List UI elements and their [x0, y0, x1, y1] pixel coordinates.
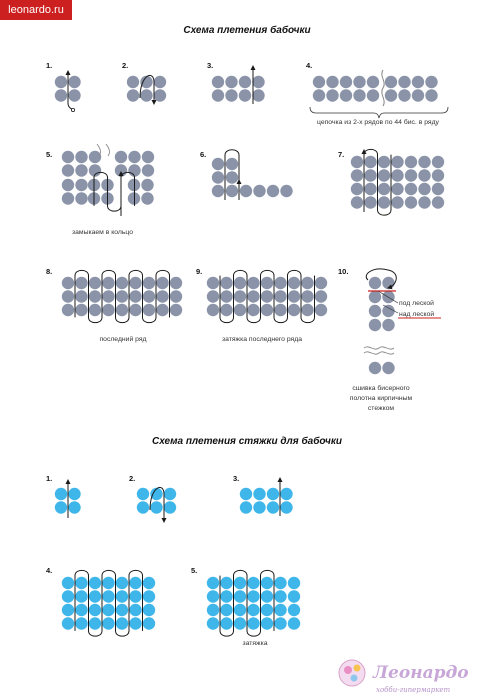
bead — [129, 617, 141, 629]
bead — [398, 89, 410, 101]
bead — [212, 171, 224, 183]
caption-tie-step5: затяжка — [242, 640, 268, 647]
bead — [115, 151, 127, 163]
bead — [301, 277, 313, 289]
caption-step4: цепочка из 2-х рядов по 44 бис. в ряду — [317, 119, 439, 126]
bead — [170, 304, 182, 316]
bead — [75, 164, 87, 176]
step-number-10: 10. — [338, 267, 349, 276]
bead — [102, 604, 114, 616]
bead — [382, 362, 394, 374]
step-number-9: 9. — [196, 267, 203, 276]
bead — [68, 501, 80, 513]
site-logo[interactable]: leonardo.ru — [0, 0, 72, 20]
bead — [102, 277, 114, 289]
bead — [274, 290, 286, 302]
bead — [369, 362, 381, 374]
bead — [391, 169, 403, 181]
bead — [102, 577, 114, 589]
bead — [116, 590, 128, 602]
bead — [369, 277, 381, 289]
step-number-8: 8. — [46, 267, 53, 276]
bead — [143, 277, 155, 289]
bead — [391, 183, 403, 195]
bead — [116, 604, 128, 616]
bead — [288, 304, 300, 316]
bead — [274, 590, 286, 602]
bead — [141, 192, 153, 204]
step-number-3: 3. — [207, 61, 214, 70]
bead — [353, 76, 365, 88]
thread-end-knot — [71, 108, 74, 111]
bead — [102, 590, 114, 602]
bead — [353, 89, 365, 101]
bead — [154, 76, 166, 88]
bead — [261, 590, 273, 602]
bead — [89, 290, 101, 302]
bead — [62, 590, 74, 602]
chain-brace — [310, 107, 448, 118]
step-number-2: 2. — [122, 61, 129, 70]
bead — [274, 304, 286, 316]
bead — [89, 590, 101, 602]
bead — [170, 277, 182, 289]
bead — [220, 577, 232, 589]
bead — [129, 290, 141, 302]
bead — [247, 304, 259, 316]
bead — [226, 171, 238, 183]
bead — [55, 488, 67, 500]
bead — [432, 169, 444, 181]
bead — [234, 604, 246, 616]
bead — [129, 277, 141, 289]
bead — [369, 319, 381, 331]
caption-step5: замыкаем в кольцо — [72, 229, 133, 236]
bead — [141, 179, 153, 191]
bead — [55, 76, 67, 88]
bead — [62, 192, 74, 204]
bead — [62, 151, 74, 163]
bead — [364, 183, 376, 195]
bead — [62, 164, 74, 176]
bead — [220, 617, 232, 629]
bead — [207, 590, 219, 602]
bead — [253, 185, 265, 197]
bead — [432, 156, 444, 168]
bead — [68, 89, 80, 101]
step-number-7: 7. — [338, 150, 345, 159]
bead — [252, 76, 264, 88]
bead — [75, 577, 87, 589]
caption-under-thread: под леской — [399, 300, 434, 307]
bead — [385, 76, 397, 88]
bead — [143, 577, 155, 589]
bead — [75, 151, 87, 163]
thread-serpentine — [94, 172, 135, 211]
thread-step1-tail — [68, 103, 72, 109]
bead — [220, 604, 232, 616]
tie-step-number-3: 3. — [233, 474, 240, 483]
bead — [55, 501, 67, 513]
bead — [89, 577, 101, 589]
bead — [89, 604, 101, 616]
bead — [68, 76, 80, 88]
bead — [418, 183, 430, 195]
bead — [89, 277, 101, 289]
bead — [212, 76, 224, 88]
bead — [137, 488, 149, 500]
bead — [207, 577, 219, 589]
bead — [280, 185, 292, 197]
bead — [432, 196, 444, 208]
bead — [351, 169, 363, 181]
bead — [369, 305, 381, 317]
bead — [127, 76, 139, 88]
caption-step10-line2: полотна кирпичным — [349, 395, 413, 402]
bead — [288, 590, 300, 602]
bead — [170, 290, 182, 302]
bead — [128, 164, 140, 176]
brand-name: Леонардо — [373, 663, 469, 683]
bead — [247, 277, 259, 289]
bead — [207, 304, 219, 316]
bead — [62, 577, 74, 589]
bead — [247, 290, 259, 302]
bead — [143, 590, 155, 602]
bead — [212, 89, 224, 101]
bead — [129, 304, 141, 316]
bead — [62, 179, 74, 191]
bead — [150, 501, 162, 513]
bead — [116, 290, 128, 302]
bead — [340, 76, 352, 88]
bead — [137, 501, 149, 513]
bead — [274, 577, 286, 589]
bead — [143, 604, 155, 616]
bead — [385, 89, 397, 101]
bead — [234, 277, 246, 289]
break-mark — [106, 144, 109, 156]
bead — [156, 290, 168, 302]
bead — [75, 617, 87, 629]
bead — [288, 604, 300, 616]
bead — [280, 488, 292, 500]
bead — [142, 164, 154, 176]
bead — [247, 590, 259, 602]
bead — [240, 185, 252, 197]
brand-logo[interactable] — [339, 660, 469, 694]
bead — [143, 617, 155, 629]
bead — [240, 488, 252, 500]
step-number-4: 4. — [306, 61, 313, 70]
bead — [247, 617, 259, 629]
bead — [405, 183, 417, 195]
bead — [143, 304, 155, 316]
bead — [75, 290, 87, 302]
bead — [364, 169, 376, 181]
bead — [116, 277, 128, 289]
bead — [252, 89, 264, 101]
tie-step-number-4: 4. — [46, 566, 53, 575]
section1-title: Схема плетения бабочки — [183, 25, 311, 36]
bead — [288, 577, 300, 589]
bead — [62, 290, 74, 302]
step-number-6: 6. — [200, 150, 207, 159]
section2-title: Схема плетения стяжки для бабочки — [151, 436, 343, 447]
bead — [68, 488, 80, 500]
bead — [267, 185, 279, 197]
bead — [432, 183, 444, 195]
bead — [207, 277, 219, 289]
bead — [351, 196, 363, 208]
bead — [239, 89, 251, 101]
bead — [220, 277, 232, 289]
bead — [207, 290, 219, 302]
bead — [326, 76, 338, 88]
bead — [102, 304, 114, 316]
bead — [382, 305, 394, 317]
bead — [128, 151, 140, 163]
bead — [274, 617, 286, 629]
bead — [261, 577, 273, 589]
bead — [116, 577, 128, 589]
caption-step8: последний ряд — [99, 336, 147, 343]
bead — [412, 76, 424, 88]
bead — [239, 76, 251, 88]
bead — [75, 192, 87, 204]
bead — [226, 158, 238, 170]
bead — [247, 577, 259, 589]
bead — [220, 590, 232, 602]
bead — [156, 304, 168, 316]
caption-over-thread: над леской — [399, 311, 435, 318]
bead — [425, 89, 437, 101]
bead — [288, 277, 300, 289]
bead — [220, 304, 232, 316]
bead — [382, 319, 394, 331]
bead — [212, 185, 224, 197]
bead — [234, 617, 246, 629]
bead — [418, 169, 430, 181]
bead — [62, 617, 74, 629]
bead — [55, 89, 67, 101]
bead — [143, 290, 155, 302]
caption-step9: затяжка последнего ряда — [222, 336, 302, 343]
brand-emblem-icon — [339, 660, 365, 686]
bead — [261, 290, 273, 302]
bead — [89, 617, 101, 629]
step-number-1: 1. — [46, 61, 53, 70]
bead — [364, 156, 376, 168]
bead — [261, 304, 273, 316]
bead — [313, 89, 325, 101]
bead — [62, 304, 74, 316]
bead — [378, 156, 390, 168]
bead — [261, 617, 273, 629]
tie-step-number-2: 2. — [129, 474, 136, 483]
bead — [288, 617, 300, 629]
bead — [261, 277, 273, 289]
caption-step10-line3: стежком — [367, 405, 395, 412]
bead — [369, 291, 381, 303]
bead — [234, 577, 246, 589]
bead — [116, 304, 128, 316]
chain-break-mark — [382, 70, 384, 106]
step-number-5: 5. — [46, 150, 53, 159]
bead — [89, 151, 101, 163]
bead — [351, 156, 363, 168]
bead — [156, 277, 168, 289]
bead — [116, 617, 128, 629]
bead — [102, 617, 114, 629]
bead — [274, 277, 286, 289]
bead — [226, 185, 238, 197]
bead — [234, 290, 246, 302]
bead — [301, 304, 313, 316]
bead — [367, 76, 379, 88]
bead — [62, 277, 74, 289]
tie-step-number-1: 1. — [46, 474, 53, 483]
bead — [267, 501, 279, 513]
bead — [367, 89, 379, 101]
thread-layer — [68, 66, 396, 636]
bead — [378, 196, 390, 208]
bead — [89, 304, 101, 316]
fabric-break-mark — [364, 347, 394, 354]
bead — [301, 290, 313, 302]
bead — [280, 501, 292, 513]
bead — [405, 196, 417, 208]
caption-step10-line1: сшивка бисерного — [352, 385, 410, 392]
bead — [129, 604, 141, 616]
bead — [127, 89, 139, 101]
bead — [234, 304, 246, 316]
bead — [154, 89, 166, 101]
bead — [140, 89, 152, 101]
brand-tagline: хобби-гипермаркет — [376, 686, 451, 694]
bead — [378, 169, 390, 181]
bead — [378, 183, 390, 195]
bead — [267, 488, 279, 500]
bead — [75, 604, 87, 616]
bead — [425, 76, 437, 88]
bead — [315, 290, 327, 302]
bead — [340, 89, 352, 101]
bead — [225, 89, 237, 101]
bead — [315, 277, 327, 289]
tie-step-number-5: 5. — [191, 566, 198, 575]
bead — [364, 196, 376, 208]
bead — [102, 290, 114, 302]
bead — [75, 277, 87, 289]
bead — [405, 156, 417, 168]
bead — [253, 501, 265, 513]
bead — [326, 89, 338, 101]
bead — [75, 304, 87, 316]
bead — [253, 488, 265, 500]
bead — [391, 196, 403, 208]
bead — [240, 501, 252, 513]
bead — [129, 590, 141, 602]
bead — [315, 304, 327, 316]
bead — [62, 604, 74, 616]
bead — [391, 156, 403, 168]
bead — [234, 590, 246, 602]
bead — [164, 488, 176, 500]
bead — [261, 604, 273, 616]
bead — [225, 76, 237, 88]
bead — [142, 151, 154, 163]
bead — [418, 156, 430, 168]
bead — [75, 590, 87, 602]
bead — [351, 183, 363, 195]
bead — [412, 89, 424, 101]
bead — [129, 577, 141, 589]
bead — [288, 290, 300, 302]
bead — [207, 617, 219, 629]
bead — [405, 169, 417, 181]
bead — [207, 604, 219, 616]
bead — [274, 604, 286, 616]
bead — [220, 290, 232, 302]
bead — [212, 158, 224, 170]
bead — [418, 196, 430, 208]
bead — [398, 76, 410, 88]
bead — [247, 604, 259, 616]
bead — [164, 501, 176, 513]
bead — [75, 179, 87, 191]
bead — [313, 76, 325, 88]
